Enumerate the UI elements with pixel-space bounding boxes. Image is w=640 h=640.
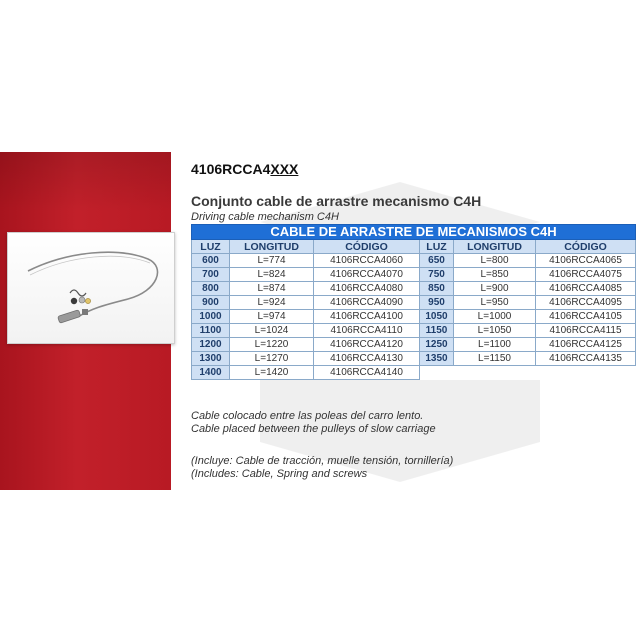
empty-cell	[420, 366, 454, 380]
longitud-cell: L=1270	[230, 352, 314, 366]
header-longitud: LONGITUD	[230, 240, 314, 254]
longitud-cell: L=1220	[230, 338, 314, 352]
placement-note	[191, 410, 436, 436]
includes-note	[191, 455, 453, 481]
codigo-cell: 4106RCCA4075	[536, 268, 636, 282]
header-codigo: CÓDIGO	[314, 240, 420, 254]
code-suffix: XXX	[270, 161, 299, 177]
luz-cell: 1000	[192, 310, 230, 324]
luz-cell: 750	[420, 268, 454, 282]
product-title-es: Conjunto cable de arrastre mecanismo C4H	[191, 193, 482, 209]
cable-spec-table	[191, 224, 636, 380]
table-row	[192, 352, 636, 366]
longitud-cell: L=850	[454, 268, 536, 282]
table-row	[192, 366, 636, 380]
header-luz: LUZ	[192, 240, 230, 254]
table-banner: CABLE DE ARRASTRE DE MECANISMOS C4H	[192, 225, 636, 240]
longitud-cell: L=1050	[454, 324, 536, 338]
placement-note-en: Cable placed between the pulleys of slow carriage	[191, 423, 436, 435]
longitud-cell: L=1100	[454, 338, 536, 352]
codigo-cell: 4106RCCA4110	[314, 324, 420, 338]
luz-cell: 650	[420, 254, 454, 268]
codigo-cell: 4106RCCA4085	[536, 282, 636, 296]
longitud-cell: L=1420	[230, 366, 314, 380]
codigo-cell: 4106RCCA4100	[314, 310, 420, 324]
codigo-cell: 4106RCCA4105	[536, 310, 636, 324]
longitud-cell: L=1024	[230, 324, 314, 338]
table-row	[192, 268, 636, 282]
luz-cell: 1300	[192, 352, 230, 366]
placement-note-es: Cable colocado entre las poleas del carro lento.	[191, 410, 424, 422]
codigo-cell: 4106RCCA4070	[314, 268, 420, 282]
product-code	[191, 161, 298, 177]
codigo-cell: 4106RCCA4135	[536, 352, 636, 366]
luz-cell: 700	[192, 268, 230, 282]
codigo-cell: 4106RCCA4130	[314, 352, 420, 366]
table-row	[192, 296, 636, 310]
luz-cell: 1400	[192, 366, 230, 380]
table-row	[192, 310, 636, 324]
luz-cell: 1200	[192, 338, 230, 352]
codigo-cell: 4106RCCA4140	[314, 366, 420, 380]
codigo-cell: 4106RCCA4120	[314, 338, 420, 352]
codigo-cell: 4106RCCA4060	[314, 254, 420, 268]
table-row	[192, 324, 636, 338]
empty-cell	[454, 366, 536, 380]
luz-cell: 1350	[420, 352, 454, 366]
codigo-cell: 4106RCCA4090	[314, 296, 420, 310]
codigo-cell: 4106RCCA4115	[536, 324, 636, 338]
luz-cell: 850	[420, 282, 454, 296]
cable-assembly-icon	[8, 233, 174, 343]
luz-cell: 900	[192, 296, 230, 310]
product-sheet	[0, 152, 640, 490]
header-luz: LUZ	[420, 240, 454, 254]
longitud-cell: L=950	[454, 296, 536, 310]
includes-note-en: (Includes: Cable, Spring and screws	[191, 468, 368, 480]
longitud-cell: L=924	[230, 296, 314, 310]
table-row	[192, 254, 636, 268]
luz-cell: 1050	[420, 310, 454, 324]
header-codigo: CÓDIGO	[536, 240, 636, 254]
longitud-cell: L=824	[230, 268, 314, 282]
luz-cell: 600	[192, 254, 230, 268]
longitud-cell: L=1000	[454, 310, 536, 324]
header-longitud: LONGITUD	[454, 240, 536, 254]
longitud-cell: L=1150	[454, 352, 536, 366]
code-prefix: 4106RCCA4	[191, 161, 271, 177]
luz-cell: 1250	[420, 338, 454, 352]
longitud-cell: L=974	[230, 310, 314, 324]
longitud-cell: L=874	[230, 282, 314, 296]
includes-note-es: (Incluye: Cable de tracción, muelle tensión, tornillería)	[191, 455, 454, 467]
table-row	[192, 282, 636, 296]
empty-cell	[536, 366, 636, 380]
longitud-cell: L=800	[454, 254, 536, 268]
luz-cell: 1150	[420, 324, 454, 338]
codigo-cell: 4106RCCA4125	[536, 338, 636, 352]
luz-cell: 950	[420, 296, 454, 310]
luz-cell: 1100	[192, 324, 230, 338]
codigo-cell: 4106RCCA4080	[314, 282, 420, 296]
codigo-cell: 4106RCCA4065	[536, 254, 636, 268]
table-row	[192, 338, 636, 352]
longitud-cell: L=774	[230, 254, 314, 268]
product-photo	[7, 232, 175, 344]
codigo-cell: 4106RCCA4095	[536, 296, 636, 310]
luz-cell: 800	[192, 282, 230, 296]
product-title-en: Driving cable mechanism C4H	[191, 211, 339, 223]
longitud-cell: L=900	[454, 282, 536, 296]
